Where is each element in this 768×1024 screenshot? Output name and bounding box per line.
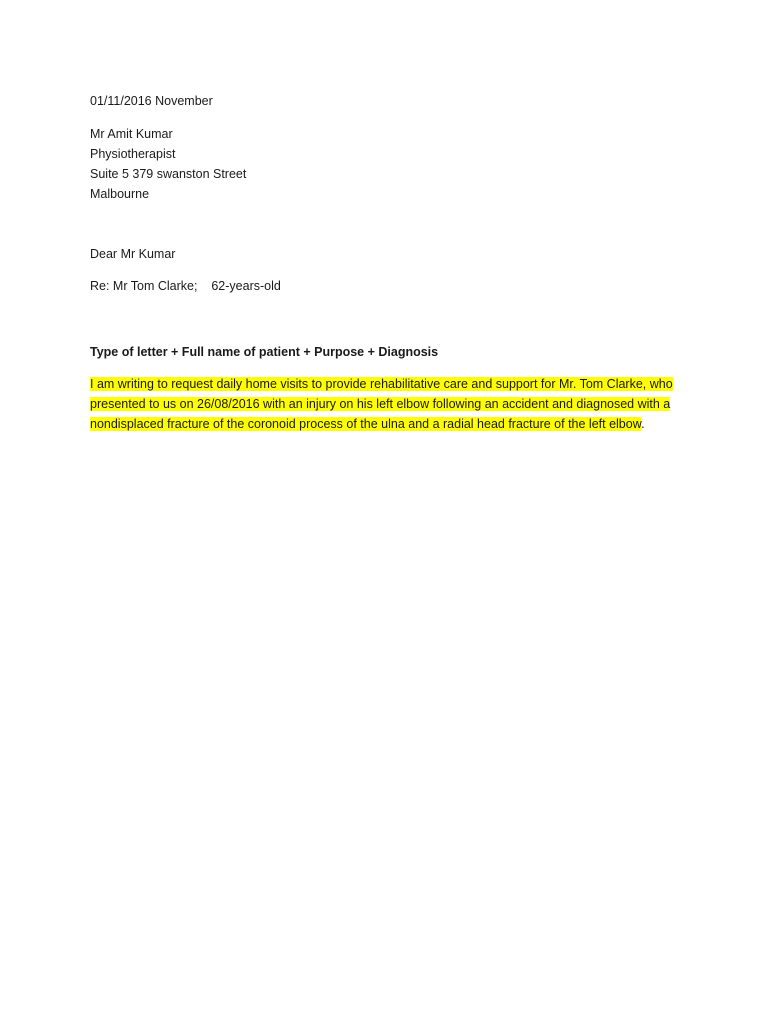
recipient-name: Mr Amit Kumar (90, 127, 173, 141)
highlighted-text: I am writing to request daily home visits to provide rehabilitative care and support for Mr. Tom Clarke, who presented to us on 26/08/2016 with an injury on his left elbow following an accident and diagnosed with a nondisplaced fracture of the coronoid process of the ulna and a radial head fracture of the left elbow (90, 377, 673, 431)
body-end-punctuation: . (641, 417, 645, 431)
section-heading: Type of letter + Full name of patient + Purpose + Diagnosis (90, 345, 439, 359)
recipient-address (90, 124, 690, 204)
salutation: Dear Mr Kumar (90, 247, 176, 261)
letter-date: 01/11/2016 November (90, 94, 213, 108)
re-age: 62-years-old (211, 279, 281, 293)
recipient-street: Suite 5 379 swanston Street (90, 167, 247, 181)
recipient-city: Malbourne (90, 187, 150, 201)
re-patient: Re: Mr Tom Clarke; (90, 279, 198, 293)
letter-page (90, 91, 690, 434)
body-paragraph (90, 374, 680, 434)
re-line (90, 276, 690, 296)
recipient-title: Physiotherapist (90, 147, 176, 161)
